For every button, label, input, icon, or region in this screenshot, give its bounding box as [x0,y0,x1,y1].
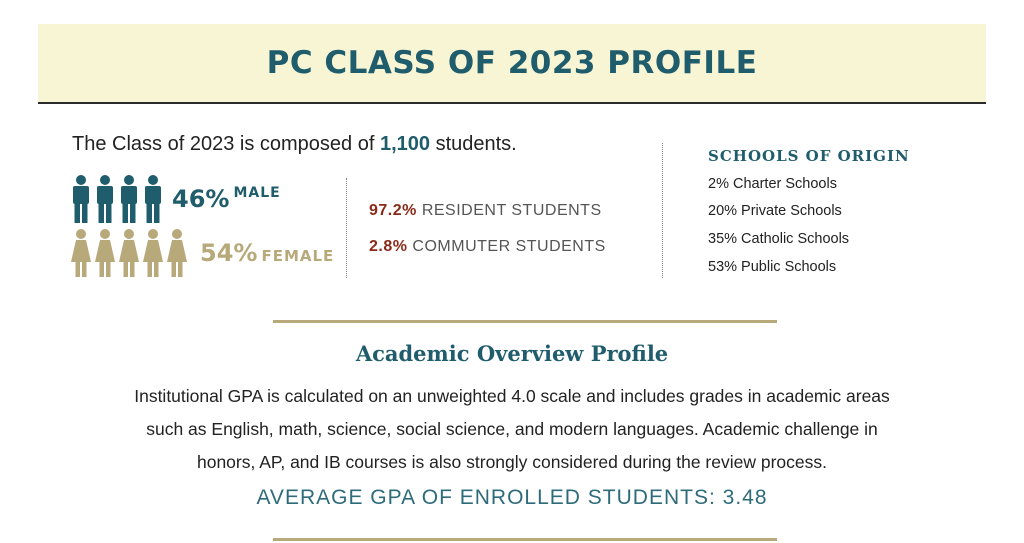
composition-suffix: students. [430,133,517,155]
title-banner [38,24,986,104]
average-gpa: AVERAGE GPA OF ENROLLED STUDENTS: 3.48 [256,486,768,509]
class-composition-text [72,133,517,156]
academic-text-line: such as English, math, science, social science, and modern languages. Academic challenge in [146,419,878,439]
academic-text-line: Institutional GPA is calculated on an unweighted 4.0 scale and includes grades in academic areas [134,386,890,406]
school-origin-item: 2% Charter Schools [708,176,837,192]
commuter-percent: 2.8% [369,238,408,255]
dotted-divider [662,143,663,278]
female-label: FEMALE [261,247,335,265]
female-person-icon [142,228,164,278]
page-title: PC CLASS OF 2023 PROFILE [266,45,758,81]
female-person-icon [118,228,140,278]
section-divider [273,538,777,541]
school-origin-item: 35% Catholic Schools [708,231,850,247]
male-label: MALE [233,185,281,201]
academic-overview-title: Academic Overview Profile [355,341,669,366]
female-person-icon [94,228,116,278]
academic-overview-text [90,380,934,479]
male-stat [172,185,281,213]
commuter-stat [369,238,606,256]
male-person-icon [94,174,116,224]
section-divider [273,320,777,323]
school-origin-item: 20% Private Schools [708,203,842,219]
student-count: 1,100 [379,133,431,155]
resident-percent: 97.2% [369,202,417,219]
male-person-icon [70,174,92,224]
male-percent: 46% [172,185,230,213]
commuter-label: COMMUTER STUDENTS [412,238,606,255]
dotted-divider [346,178,347,278]
female-percent: 54% [200,239,258,267]
academic-text-line: honors, AP, and IB courses is also strongly considered during the review process. [196,452,828,472]
female-person-icon [70,228,92,278]
school-origin-item: 53% Public Schools [708,259,837,275]
female-person-icon [166,228,188,278]
resident-label: RESIDENT STUDENTS [421,202,602,219]
female-icon-row [70,228,190,278]
male-person-icon [142,174,164,224]
resident-stat [369,202,602,220]
male-person-icon [118,174,140,224]
composition-prefix: The Class of 2023 is composed of [72,133,380,155]
schools-of-origin-title: SCHOOLS OF ORIGIN [708,147,910,165]
male-icon-row [70,174,166,224]
female-stat [200,239,334,267]
